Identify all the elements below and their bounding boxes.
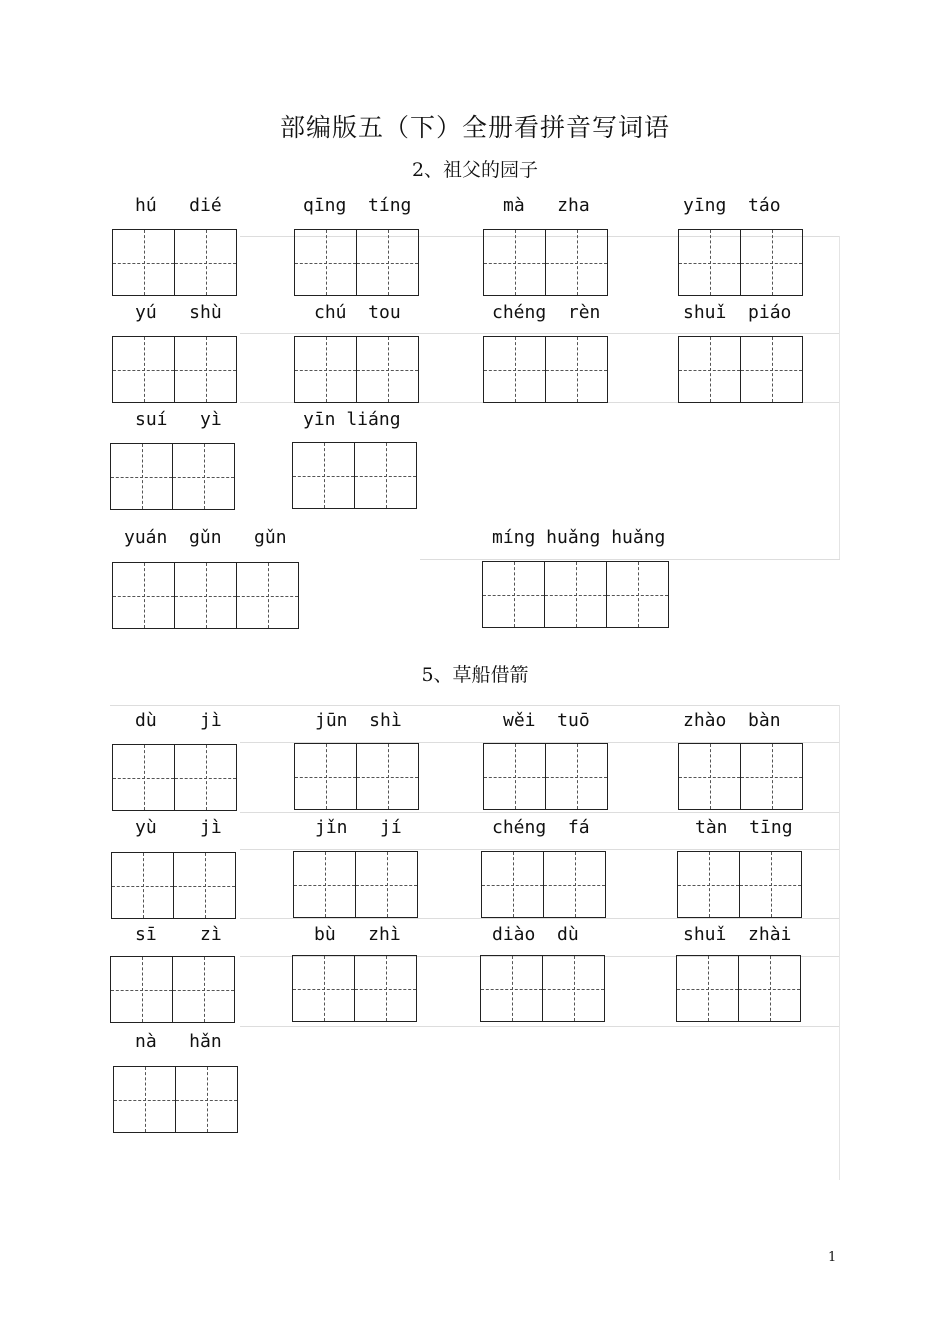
writing-grid[interactable] (480, 955, 604, 1022)
writing-cell[interactable] (545, 229, 608, 296)
writing-grid[interactable] (293, 851, 417, 918)
writing-grid[interactable] (112, 562, 298, 629)
rule-line (240, 849, 840, 850)
rule-line (839, 705, 840, 1180)
page-title: 部编版五（下）全册看拼音写词语 (279, 113, 670, 142)
writing-grid[interactable] (112, 744, 236, 811)
writing-cell[interactable] (356, 336, 419, 403)
writing-cell[interactable] (112, 229, 175, 296)
writing-grid[interactable] (678, 336, 802, 403)
writing-cell[interactable] (542, 955, 605, 1022)
pinyin-label: dù jì (135, 710, 222, 731)
writing-cell[interactable] (113, 1066, 176, 1133)
writing-cell[interactable] (738, 955, 801, 1022)
writing-grid[interactable] (678, 229, 802, 296)
pinyin-label: yīng táo (683, 195, 781, 216)
pinyin-label: míng huǎng huǎng (492, 527, 666, 548)
writing-grid[interactable] (110, 956, 234, 1023)
pinyin-label: tàn tīng (695, 817, 793, 838)
rule-line (240, 1026, 840, 1027)
writing-grid[interactable] (678, 743, 802, 810)
writing-cell[interactable] (606, 561, 669, 628)
writing-cell[interactable] (112, 336, 175, 403)
pinyin-label: hú dié (135, 195, 222, 216)
writing-cell[interactable] (483, 229, 546, 296)
writing-cell[interactable] (482, 561, 545, 628)
pinyin-label: chú tou (314, 302, 401, 323)
writing-cell[interactable] (740, 336, 803, 403)
writing-cell[interactable] (174, 744, 237, 811)
page-number: 1 (828, 1250, 837, 1265)
pinyin-label: mà zha (503, 195, 590, 216)
writing-cell[interactable] (678, 743, 741, 810)
writing-grid[interactable] (110, 443, 234, 510)
writing-cell[interactable] (172, 443, 235, 510)
writing-cell[interactable] (110, 956, 173, 1023)
writing-cell[interactable] (676, 955, 739, 1022)
writing-cell[interactable] (483, 336, 546, 403)
writing-grid[interactable] (483, 336, 607, 403)
pinyin-label: wěi tuō (503, 710, 590, 731)
writing-cell[interactable] (354, 442, 417, 509)
writing-grid[interactable] (113, 1066, 237, 1133)
pinyin-label: yīn liáng (303, 409, 401, 430)
writing-grid[interactable] (112, 229, 236, 296)
writing-cell[interactable] (481, 851, 544, 918)
writing-grid[interactable] (292, 955, 416, 1022)
rule-line (110, 705, 840, 706)
writing-cell[interactable] (355, 851, 418, 918)
writing-cell[interactable] (111, 852, 174, 919)
writing-cell[interactable] (480, 955, 543, 1022)
writing-grid[interactable] (292, 442, 416, 509)
writing-grid[interactable] (483, 229, 607, 296)
writing-cell[interactable] (112, 744, 175, 811)
writing-grid[interactable] (483, 743, 607, 810)
writing-cell[interactable] (739, 851, 802, 918)
writing-cell[interactable] (740, 743, 803, 810)
pinyin-label: bù zhì (314, 924, 401, 945)
writing-grid[interactable] (111, 852, 235, 919)
writing-cell[interactable] (545, 336, 608, 403)
writing-cell[interactable] (543, 851, 606, 918)
lesson-heading-2: 2、祖父的园子 (411, 159, 539, 181)
pinyin-label: jūn shì (315, 710, 402, 731)
writing-cell[interactable] (174, 229, 237, 296)
writing-cell[interactable] (174, 562, 237, 629)
writing-cell[interactable] (110, 443, 173, 510)
pinyin-label: chéng rèn (492, 302, 601, 323)
writing-cell[interactable] (236, 562, 299, 629)
writing-cell[interactable] (292, 442, 355, 509)
writing-cell[interactable] (354, 955, 417, 1022)
writing-cell[interactable] (294, 229, 357, 296)
pinyin-label: diào dù (492, 924, 579, 945)
writing-cell[interactable] (678, 336, 741, 403)
writing-cell[interactable] (112, 562, 175, 629)
writing-grid[interactable] (482, 561, 668, 628)
pinyin-label: shuǐ zhài (683, 924, 792, 945)
writing-grid[interactable] (676, 955, 800, 1022)
pinyin-label: suí yì (135, 409, 222, 430)
pinyin-label: nà hǎn (135, 1031, 222, 1052)
pinyin-label: yú shù (135, 302, 222, 323)
writing-cell[interactable] (678, 229, 741, 296)
writing-cell[interactable] (545, 743, 608, 810)
lesson-heading-5: 5、草船借箭 (421, 664, 529, 686)
writing-cell[interactable] (172, 956, 235, 1023)
rule-line (240, 812, 840, 813)
rule-line (240, 918, 840, 919)
writing-grid[interactable] (677, 851, 801, 918)
pinyin-label: yù jì (135, 817, 222, 838)
pinyin-label: jǐn jí (315, 817, 402, 838)
pinyin-label: shuǐ piáo (683, 302, 792, 323)
pinyin-label: sī zì (135, 924, 222, 945)
writing-cell[interactable] (740, 229, 803, 296)
rule-line (240, 333, 840, 334)
pinyin-label: zhào bàn (683, 710, 781, 731)
writing-grid[interactable] (294, 743, 418, 810)
writing-cell[interactable] (294, 743, 357, 810)
writing-cell[interactable] (294, 336, 357, 403)
writing-cell[interactable] (544, 561, 607, 628)
pinyin-label: chéng fá (492, 817, 590, 838)
writing-cell[interactable] (293, 851, 356, 918)
rule-line (839, 236, 840, 559)
writing-cell[interactable] (356, 743, 419, 810)
pinyin-label: qīng tíng (303, 195, 412, 216)
writing-cell[interactable] (173, 852, 236, 919)
writing-grid[interactable] (112, 336, 236, 403)
writing-cell[interactable] (356, 229, 419, 296)
writing-cell[interactable] (677, 851, 740, 918)
writing-cell[interactable] (175, 1066, 238, 1133)
writing-grid[interactable] (294, 336, 418, 403)
writing-grid[interactable] (294, 229, 418, 296)
writing-cell[interactable] (174, 336, 237, 403)
rule-line (420, 559, 840, 560)
writing-cell[interactable] (483, 743, 546, 810)
writing-cell[interactable] (292, 955, 355, 1022)
writing-grid[interactable] (481, 851, 605, 918)
pinyin-label: yuán gǔn gǔn (124, 527, 287, 548)
